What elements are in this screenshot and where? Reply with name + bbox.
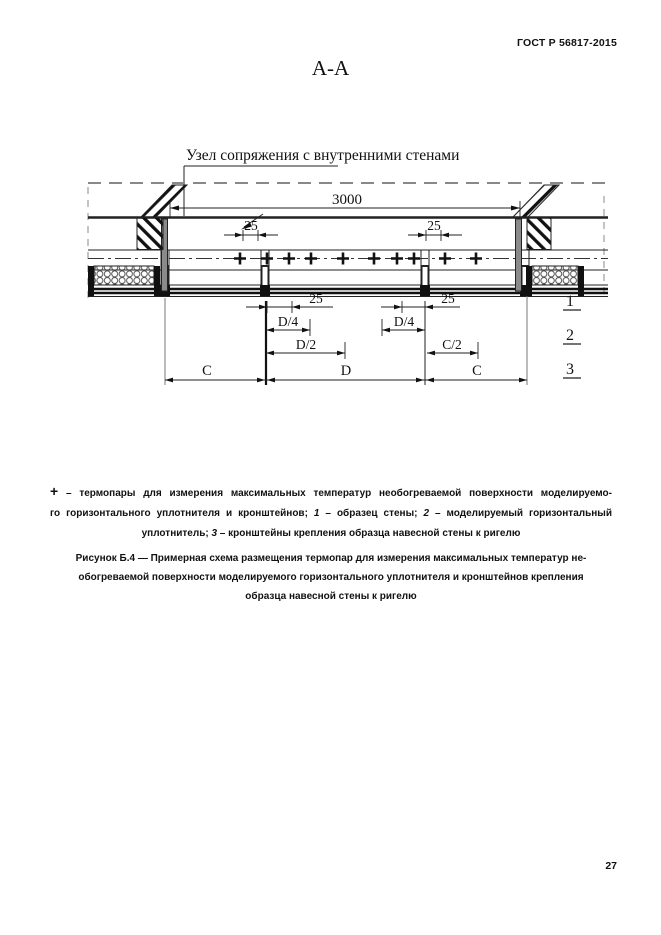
callout-wall: 1 [566, 293, 574, 310]
svg-text:C: C [472, 363, 482, 379]
dimension-cdc [165, 363, 527, 382]
page-number: 27 [605, 860, 617, 872]
svg-text:D: D [340, 363, 352, 379]
svg-text:3000: 3000 [332, 192, 362, 208]
dimension-d4 [266, 314, 425, 336]
caption-line-1: Рисунок Б.4 — Примерная схема размещения термопар для измерения максимальных температур не- [75, 553, 587, 564]
legend-line-3: уплотнитель; 3 – кронштейны крепления образца навесной стены к ригелю [141, 528, 521, 539]
dimension-25-upper [224, 218, 462, 241]
figure-caption [50, 549, 612, 606]
svg-text:D/4: D/4 [393, 314, 415, 329]
svg-text:C: C [202, 363, 212, 379]
figure-legend [50, 481, 612, 544]
thermocouple-symbol: + [50, 483, 59, 499]
callout-seal: 2 [566, 327, 574, 344]
layer-callouts [563, 293, 581, 378]
caption-line-3: образца навесной стены к ригелю [245, 591, 417, 602]
svg-text:D/2: D/2 [295, 337, 317, 352]
figure-drawing [0, 130, 661, 400]
node-callout [184, 147, 459, 216]
svg-text:25: 25 [244, 218, 258, 233]
seal-strips [162, 219, 522, 291]
svg-text:25: 25 [441, 291, 455, 306]
svg-text:25: 25 [309, 291, 323, 306]
document-code: ГОСТ Р 56817-2015 [516, 37, 617, 49]
svg-text:D/4: D/4 [277, 314, 299, 329]
section-view-label: А-А [311, 56, 350, 80]
legend-line-1: + – термопары для измерения максимальных температур необогреваемой поверхности моделируемо- [50, 483, 612, 499]
dimension-d2-c2 [266, 337, 478, 359]
svg-text:25: 25 [427, 218, 441, 233]
svg-text:C/2: C/2 [442, 337, 462, 352]
callout-bracket: 3 [566, 361, 574, 378]
legend-line-2: го горизонтального уплотнителя и кронштейнов; 1 – образец стены; 2 – моделируемый горизонтальный [50, 508, 612, 519]
caption-line-2: обогреваемой поверхности моделируемого горизонтального уплотнителя и кронштейнов крепления [78, 572, 584, 583]
dimension-3000 [170, 192, 520, 217]
node-label: Узел сопряжения с внутренними стенами [186, 147, 460, 164]
